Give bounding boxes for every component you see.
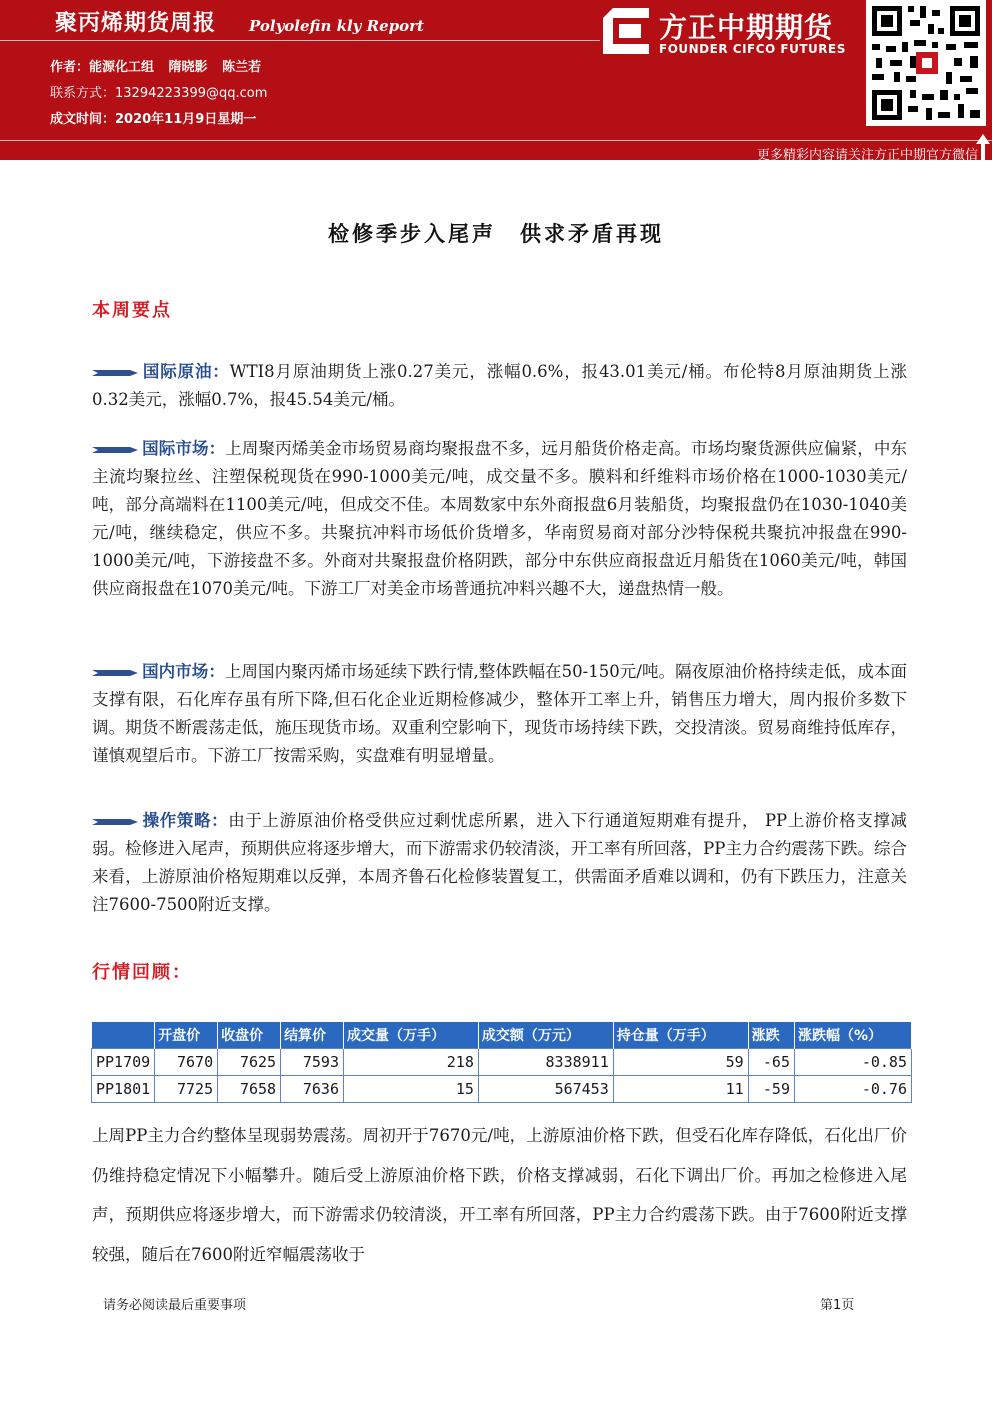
article-title: 检修季步入尾声 供求矛盾再现: [328, 221, 664, 246]
point-label: 国际原油：: [142, 362, 230, 381]
table-cell: -65: [748, 1049, 794, 1076]
arrow-bullet-icon: [92, 367, 138, 379]
market-review-heading: 行情回顾：: [92, 962, 192, 983]
point-intl-market: [92, 435, 907, 603]
table-cell: 567453: [478, 1076, 613, 1103]
table-cell: 7625: [218, 1049, 281, 1076]
author-name: 隋晓影: [168, 60, 208, 75]
author-group: 作者：能源化工组: [50, 60, 155, 75]
point-text: 上周国内聚丙烯市场延续下跌行情,整体跌幅在50-150元/吨。隔夜原油价格持续走低，成本面支撑有限，石化库存虽有所下降,但石化企业近期检修减少，整体开工率上升，销售压力增大，周内报价多数下调。期货不断震荡走低，施压现货市场。双重利空影响下，现货市场持续下跌，交投清淡。贸易商维持低库存，谨慎观望后市。下游工厂按需采购，实盘难有明显增量。: [92, 662, 907, 765]
author-name: 陈兰若: [222, 60, 262, 75]
point-text: WTI8月原油期货上涨0.27美元，涨幅0.6%，报43.01美元/桶。布伦特8月原油期货上涨0.32美元，涨幅0.7%，报45.54美元/桶。: [92, 362, 908, 409]
point-label: 国际市场：: [142, 439, 226, 458]
table-row: [92, 1049, 912, 1076]
logo-text-en: FOUNDER CIFCO FUTURES: [659, 42, 846, 56]
quote-table: [91, 1022, 912, 1103]
table-cell: -0.85: [794, 1049, 911, 1076]
market-review-text: 上周PP主力合约整体呈现弱势震荡。周初开于7670元/吨，上游原油价格下跌，但受石化库存降低，石化出厂价仍维持稳定情况下小幅攀升。随后受上游原油价格下跌，价格支撑减弱，石化下调出厂价。再加之检修进入尾声，预期供应将逐步增大，而下游需求仍较清淡，开工率有所回落，PP主力合约震荡下跌。由于7600附近支撑较强，随后在7600附近窄幅震荡收于: [92, 1126, 907, 1264]
arrow-bullet-icon: [92, 444, 138, 456]
arrow-bullet-icon: [92, 816, 138, 828]
column-header: 成交量（万手）: [344, 1022, 479, 1049]
authors-line: [50, 56, 271, 75]
column-header: 结算价: [281, 1022, 344, 1049]
table-cell: 7670: [155, 1049, 218, 1076]
table-cell: 15: [344, 1076, 479, 1103]
table-row: [92, 1076, 912, 1103]
point-crude-oil: [92, 358, 907, 414]
table-cell: -0.76: [794, 1076, 911, 1103]
column-header: [92, 1022, 155, 1049]
table-cell: 218: [344, 1049, 479, 1076]
point-text: 上周聚丙烯美金市场贸易商均聚报盘不多，远月船货价格走高。市场均聚货源供应偏紧，中东主流均聚拉丝、注塑保税现货在990-1000美元/吨，成交量不多。膜料和纤维料市场价格在1000-1030美元/吨，部分高端料在1100美元/吨，但成交不佳。本周数家中东外商报盘6月装船货，均聚报盘仍在1030-1040美元/吨，继续稳定，供应不多。共聚抗冲料市场低价货增多，华南贸易商对部分沙特保税共聚抗冲报盘在990-1000美元/吨，下游接盘不多。外商对共聚报盘价格阴跌，部分中东供应商报盘近月船货在1060美元/吨，韩国供应商报盘在1070美元/吨。下游工厂对美金市场普通抗冲料兴趣不大，递盘热情一般。: [92, 439, 908, 598]
report-title-en: Polyolefin kly Report: [249, 17, 424, 35]
point-label: 操作策略：: [142, 811, 229, 830]
point-domestic-market: [92, 658, 907, 770]
column-header: 涨跌幅（%）: [794, 1022, 911, 1049]
table-cell: 7593: [281, 1049, 344, 1076]
contract-cell: PP1801: [92, 1076, 155, 1103]
company-logo: [603, 6, 853, 56]
footer-notice: 请务必阅读最后重要事项: [103, 1298, 247, 1313]
logo-mark-icon: [603, 8, 649, 54]
contact-line: 联系方式：13294223399@qq.com: [50, 86, 268, 101]
date-line: 成文时间：2020年11月9日星期一: [50, 112, 257, 127]
column-header: 收盘价: [218, 1022, 281, 1049]
column-header: 涨跌: [748, 1022, 794, 1049]
table-cell: 59: [613, 1049, 748, 1076]
table-cell: 8338911: [478, 1049, 613, 1076]
table-cell: 7725: [155, 1076, 218, 1103]
point-label: 国内市场：: [142, 662, 225, 681]
point-text: 由于上游原油价格受供应过剩忧虑所累，进入下行通道短期难有提升， PP上游价格支撑减弱。检修进入尾声，预期供应将逐步增大，而下游需求仍较清淡，开工率有所回落，PP主力合约震荡下跌。综合来看，上游原油价格短期难以反弹，本周齐鲁石化检修装置复工，供需面矛盾难以调和，仍有下跌压力，注意关注7600-7500附近支撑。: [92, 811, 908, 914]
column-header: 成交额（万元）: [478, 1022, 613, 1049]
page-number: 第1页: [820, 1298, 855, 1313]
header-bottom-rule: [0, 140, 992, 141]
logo-text-cn: 方正中期期货: [659, 11, 834, 44]
table-header-row: [92, 1022, 912, 1049]
arrow-up-icon: [976, 134, 990, 160]
contract-cell: PP1709: [92, 1049, 155, 1076]
wechat-follow-text: 更多精彩内容请关注方正中期官方微信: [756, 148, 978, 163]
key-points-heading: 本周要点: [92, 300, 172, 321]
table-cell: 7658: [218, 1076, 281, 1103]
report-header: [0, 0, 992, 163]
arrow-bullet-icon: [92, 667, 138, 679]
qr-code-icon: [866, 0, 986, 126]
table-cell: 7636: [281, 1076, 344, 1103]
point-strategy: [92, 807, 907, 919]
report-title: 聚丙烯期货周报: [55, 11, 217, 36]
table-cell: -59: [748, 1076, 794, 1103]
header-divider: [0, 40, 600, 41]
column-header: 开盘价: [155, 1022, 218, 1049]
table-cell: 11: [613, 1076, 748, 1103]
column-header: 持仓量（万手）: [613, 1022, 748, 1049]
